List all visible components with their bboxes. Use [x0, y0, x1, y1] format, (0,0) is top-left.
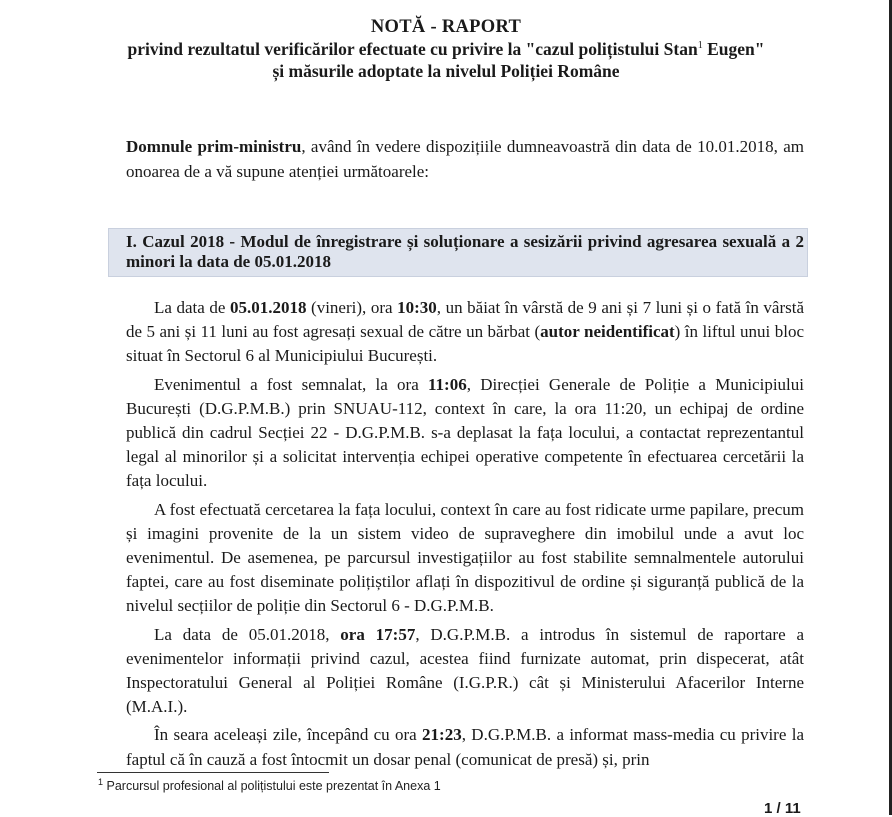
- footnote-text: Parcursul profesional al polițistului este prezentat în Anexa 1: [103, 779, 441, 793]
- p1-text-1: La data de: [154, 298, 230, 317]
- subtitle-text-a: privind rezultatul verificărilor efectuate cu privire la "cazul polițistului Stan: [127, 39, 698, 59]
- p5-time: 21:23: [422, 725, 462, 745]
- body-text: [126, 296, 804, 776]
- document-subtitle-line2: și măsurile adoptate la nivelul Poliției Române: [272, 61, 620, 81]
- p2-time: 11:06: [428, 374, 467, 394]
- p2-text-1: Evenimentul a fost semnalat, la ora: [154, 374, 428, 394]
- footnote-ref-marker: 1: [697, 40, 703, 52]
- p2-text-2: , Direcției Generale de Poliție a Municipiului București (D.G.P.M.B.) prin SNUAU-112, context în care, la ora 11:20, un echipaj de ordine publică din cadrul Secției 22 - D.G.P.M.B. s-a deplasat la fața locului, a contactat reprezentantul legal al minorilor și a solicitat intervenția echipei operative competente în efectuarea cercetării la fața locului.: [126, 374, 804, 491]
- paragraph-5: [126, 723, 804, 771]
- paragraph-4: [126, 623, 804, 720]
- page-number: 1 / 11: [764, 800, 801, 817]
- p4-time: ora 17:57: [340, 624, 416, 644]
- p1-text-4: ) în liftul unui bloc situat în Sectorul 6 al Municipiului București.: [126, 322, 804, 366]
- intro-paragraph: [126, 134, 804, 184]
- p5-text-2: , D.G.P.M.B. a informat mass-media cu privire la faptul că în cauză a fost întocmit un dosar penal (comunicat de presă) și, prin: [126, 725, 804, 769]
- intro-text: , având în vedere dispozițiile dumneavoastră din data de 10.01.2018, am onoarea de a vă supune atenției următoarele:: [126, 137, 804, 181]
- paragraph-3: A fost efectuată cercetarea la fața locului, context în care au fost ridicate urme papilare, precum și imagini provenite de la un sistem video de supraveghere din imobilul unde a avut loc evenimentul. De asemenea, pe parcursul investigațiilor au fost stabilite semnalmentele autorului faptei, care au fost diseminate polițiștilor aflați în dispozitivul de ordine și siguranță publică de la nivelul secțiilor de poliție din Sectorul 6 - D.G.P.M.B.: [126, 499, 804, 616]
- document-header: [0, 16, 892, 82]
- p1-date: 05.01.2018: [229, 298, 307, 317]
- document-subtitle-line1: [0, 38, 892, 60]
- paragraph-1: [126, 296, 804, 369]
- subtitle-text-b: Eugen": [702, 39, 765, 59]
- p1-text-3: , un băiat în vârstă de 9 ani și 7 luni și o fată în vârstă de 5 ani și 11 luni au fost agresați sexual de către un bărbat (: [126, 298, 805, 342]
- p4-text-1: La data de 05.01.2018,: [154, 624, 341, 644]
- paragraph-2: [126, 373, 804, 494]
- p5-text-1: În seara aceleași zile, începând cu ora: [154, 725, 423, 745]
- salutation: Domnule prim-ministru: [126, 137, 302, 156]
- p1-text-2: (vineri), ora: [306, 298, 398, 317]
- footnote-separator: [97, 772, 329, 773]
- p1-author: autor neidentificat: [540, 322, 675, 342]
- p1-time: 10:30: [397, 298, 437, 317]
- footnote-marker: 1: [98, 776, 104, 787]
- document-title: NOTĂ - RAPORT: [370, 17, 522, 37]
- p4-text-2: , D.G.P.M.B. a introdus în sistemul de raportare a evenimentelor informații privind cazul, acestea fiind furnizate automat, prin dispecerat, atât Inspectoratului General al Poliției Române (I.G.P.R.) cât și Ministerului Afacerilor Interne (M.A.I.).: [126, 624, 804, 717]
- section-heading: I. Cazul 2018 - Modul de înregistrare și soluționare a sesizării privind agresarea sexuală a 2 minori la data de 05.01.2018: [126, 232, 804, 271]
- footnote: [98, 776, 441, 793]
